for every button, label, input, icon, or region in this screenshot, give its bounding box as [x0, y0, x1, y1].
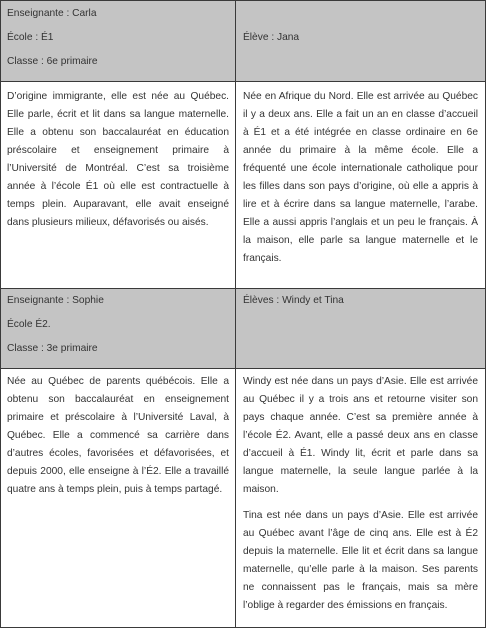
row-divider [0, 368, 486, 369]
student-names: Élèves : Windy et Tina [243, 295, 344, 306]
column-divider [235, 0, 236, 628]
teacher-name: Enseignante : Sophie [7, 295, 104, 306]
teacher-class: Classe : 3e primaire [7, 343, 98, 354]
student-description-windy: Windy est née dans un pays d’Asie. Elle est arrivée au Québec il y a trois ans et retourne visiter son pays chaque année. C’est sa première année à l’école É2. Avant, elle a passé deux ans en classe d’accueil à É1. Windy lit, écrit et parle dans sa langue maternelle, la seule langue parlée à la maison. [243, 376, 478, 495]
row-divider [0, 81, 486, 82]
teacher-description: Née au Québec de parents québécois. Elle a obtenu son baccalauréat en enseignement primaire et préscolaire à l’Université Laval, à Québec. Elle a commencé sa carrière dans d’autres écoles, favorisées et défavorisées, et depuis 2000, elle enseigne à l’É2. Elle a travaillé quatre ans à temps plein, puis à temps partagé. [7, 376, 229, 495]
student-profile-windy-tina [236, 369, 485, 627]
student-header-windy-tina [236, 289, 485, 368]
student-header-jana [236, 1, 485, 81]
teacher-header-carla [1, 1, 235, 81]
student-description-tina: Tina est née dans un pays d’Asie. Elle est arrivée au Québec avant l’âge de cinq ans. Elle est à É2 depuis la maternelle. Elle lit et écrit dans sa langue maternelle, qu’elle parle à la maison. Ses parents ne connaissent pas le français, mais sa mère l’oblige à regarder des émissions en français. [243, 510, 478, 611]
teacher-header-sophie [1, 289, 235, 368]
teacher-name: Enseignante : Carla [7, 8, 97, 19]
teacher-profile-sophie [1, 369, 235, 627]
student-profile-jana [236, 82, 485, 288]
teacher-school: École É2. [7, 319, 51, 330]
teacher-description: D’origine immigrante, elle est née au Québec. Elle parle, écrit et lit dans sa langue maternelle. Elle a obtenu son baccalauréat en éducation préscolaire et enseignement primaire à l’Université de Montréal. C’est sa troisième année à l’école É1 où elle est contractuelle à temps plein. Auparavant, elle avait enseigné dans plusieurs milieux, défavorisés ou aisés. [7, 91, 229, 228]
student-name: Élève : Jana [243, 32, 300, 43]
student-description: Née en Afrique du Nord. Elle est arrivée au Québec il y a deux ans. Elle a fait un an en classe d’accueil à É1 et a été intégrée en classe ordinaire en 6e année du primaire à la même école. Elle a fréquenté une école internationale catholique pour les filles dans son pays d’origine, où elle a appris à lire et à écrire dans sa langue maternelle, l’arabe. Elle a aussi appris l’anglais et un peu le français. À la maison, elle parle sa langue maternelle et le français. [243, 91, 478, 264]
teacher-class: Classe : 6e primaire [7, 56, 98, 67]
row-divider [0, 288, 486, 289]
table-border-left [0, 0, 1, 628]
teacher-school: École : É1 [7, 32, 54, 43]
table-border-top [0, 0, 486, 1]
teacher-profile-carla [1, 82, 235, 288]
